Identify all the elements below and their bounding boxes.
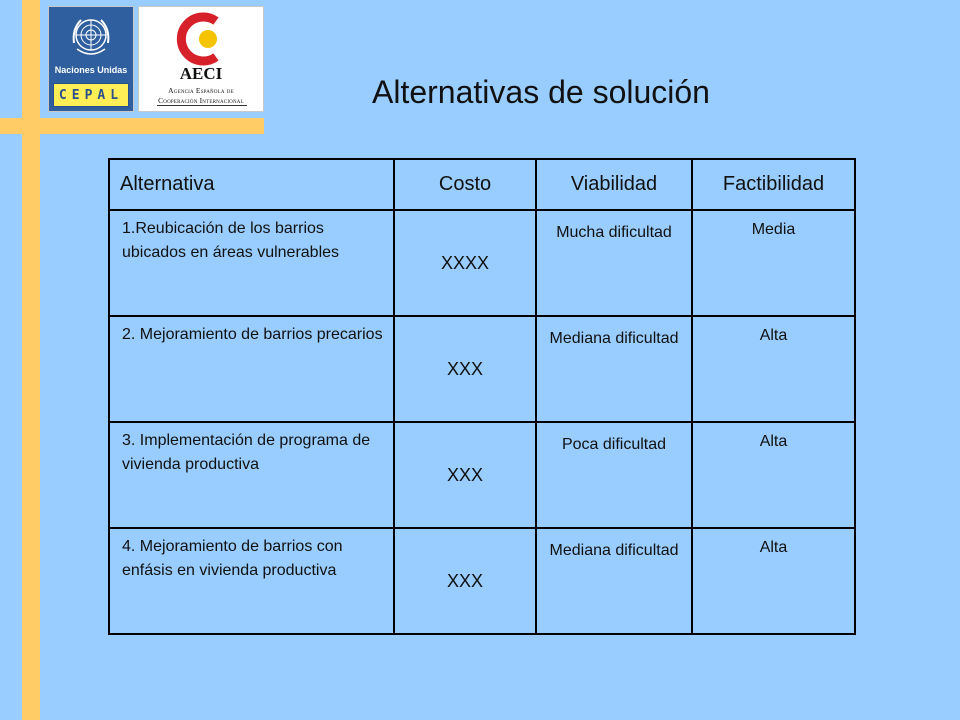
page-title: Alternativas de solución <box>372 74 710 110</box>
aeci-logo <box>138 6 264 112</box>
cell-alternativa: 3. Implementación de programa de vivienda productiva <box>109 422 394 528</box>
cell-factibilidad: Media <box>692 210 855 316</box>
cell-viabilidad: Mediana dificultad <box>536 528 692 634</box>
table-header-row <box>109 159 855 210</box>
cell-factibilidad: Alta <box>692 422 855 528</box>
header-viabilidad: Viabilidad <box>536 159 692 210</box>
aeci-subtitle <box>139 86 263 106</box>
cell-alternativa: 2. Mejoramiento de barrios precarios <box>109 316 394 422</box>
alternatives-table <box>108 158 856 635</box>
un-emblem-icon <box>67 13 115 61</box>
cell-factibilidad: Alta <box>692 316 855 422</box>
decorative-vertical-bar <box>22 0 40 720</box>
un-cepal-logo <box>48 6 134 112</box>
cell-costo: XXX <box>394 316 536 422</box>
cell-viabilidad: Mucha dificultad <box>536 210 692 316</box>
table-row <box>109 316 855 422</box>
cell-factibilidad: Alta <box>692 528 855 634</box>
cell-viabilidad: Poca dificultad <box>536 422 692 528</box>
cell-costo: XXX <box>394 422 536 528</box>
aeci-emblem-icon <box>172 11 232 67</box>
aeci-subtitle-line1: Agencia Española de <box>168 86 234 95</box>
cepal-label: CEPAL <box>53 83 129 107</box>
cell-costo: XXXX <box>394 210 536 316</box>
decorative-horizontal-bar <box>0 118 264 134</box>
un-label: Naciones Unidas <box>54 65 128 75</box>
cell-costo: XXX <box>394 528 536 634</box>
table-row <box>109 528 855 634</box>
header-alternativa: Alternativa <box>109 159 394 210</box>
aeci-underline <box>157 105 247 106</box>
cell-alternativa: 1.Reubicación de los barrios ubicados en áreas vulnerables <box>109 210 394 316</box>
header-costo: Costo <box>394 159 536 210</box>
table-row <box>109 422 855 528</box>
header-factibilidad: Factibilidad <box>692 159 855 210</box>
cell-alternativa: 4. Mejoramiento de barrios con enfásis en vivienda productiva <box>109 528 394 634</box>
cell-viabilidad: Mediana dificultad <box>536 316 692 422</box>
aeci-name: AECI <box>179 64 223 83</box>
aeci-subtitle-line2: Cooperación Internacional <box>158 96 244 105</box>
table-row <box>109 210 855 316</box>
